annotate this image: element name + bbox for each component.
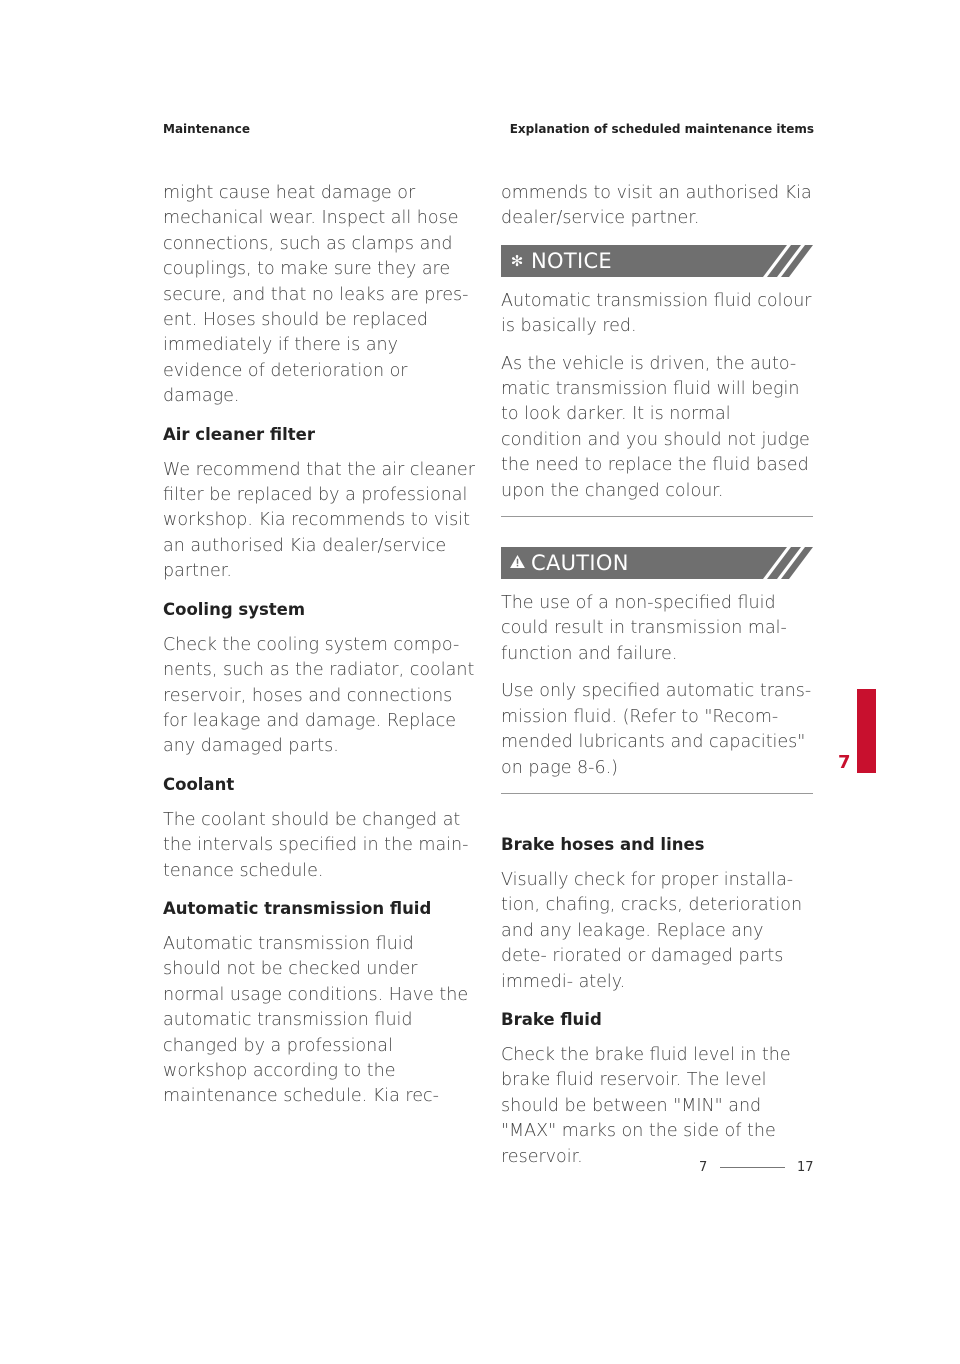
air-cleaner-heading: Air cleaner filter <box>163 424 315 444</box>
cooling-system-heading: Cooling system <box>163 599 306 619</box>
atf-text: Automatic transmission fluid should not be checked under normal usage conditions. Have the automatic transmission fluid changed by a professional workshop according to the maintenance schedule. Kia rec- <box>163 933 469 1107</box>
notice-bar <box>501 245 813 277</box>
slash-decoration-icon <box>757 547 813 579</box>
warning-triangle-icon <box>503 554 531 572</box>
footer-page-number: 17 <box>797 1160 814 1175</box>
notice-title: NOTICE <box>531 248 612 273</box>
brake-fluid-heading: Brake fluid <box>501 1009 602 1029</box>
footer-divider <box>720 1167 785 1168</box>
footer-chapter: 7 <box>699 1160 708 1175</box>
notice-divider <box>501 516 813 517</box>
hoses-paragraph-continued: might cause heat damage or mechanical wear. Inspect all hose connections, such as clamps and couplings, to make sure they are secure, and that no leaks are pres- ent. Hoses should be replaced immediately if there is any evidence of deterioration or damage. <box>163 183 469 407</box>
slash-decoration-icon <box>757 245 813 277</box>
coolant-heading: Coolant <box>163 774 235 794</box>
atf-heading: Automatic transmission fluid <box>163 898 432 918</box>
brake-hoses-text: Visually check for proper installa- tion, chafing, cracks, deterioration and any leakage. Replace any dete- riorated or damaged parts immedi- ately. <box>501 869 803 992</box>
atf-paragraph-continued: ommends to visit an authorised Kia dealer/service partner. <box>501 183 812 229</box>
caution-title: CAUTION <box>531 551 629 576</box>
caution-text-2: Use only specified automatic trans- mission fluid. (Refer to "Recom- mended lubricants and capacities" on page 8-6.) <box>501 681 812 778</box>
running-header-section: Maintenance <box>163 122 251 136</box>
running-header-topic: Explanation of scheduled maintenance items <box>509 122 814 136</box>
brake-hoses-heading: Brake hoses and lines <box>501 834 705 854</box>
caution-bar <box>501 547 813 579</box>
chapter-tab-number: 7 <box>838 752 851 773</box>
cooling-system-text: Check the cooling system compo- nents, such as the radiator, coolant reservoir, hoses and connections for leakage and damage. Replace any damaged parts. <box>163 634 475 757</box>
brake-fluid-text: Check the brake fluid level in the brake fluid reservoir. The level should be between "MIN" and "MAX" marks on the side of the reservoir. <box>501 1044 791 1167</box>
left-column <box>163 181 475 1122</box>
notice-text-2: As the vehicle is driven, the auto- matic transmission fluid will begin to look darker. It is normal condition and you should not judge the need to replace the fluid based upon the changed colour. <box>501 353 810 501</box>
chapter-tab <box>857 689 876 773</box>
air-cleaner-text: We recommend that the air cleaner filter be replaced by a professional workshop. Kia recommends to visit an authorised Kia dealer/service partner. <box>163 459 475 582</box>
caution-divider <box>501 793 813 794</box>
caution-text-1: The use of a non-specified fluid could result in transmission mal- function and failure. <box>501 593 787 664</box>
asterisk-icon: ✻ <box>510 251 524 270</box>
coolant-text: The coolant should be changed at the intervals specified in the main- tenance schedule. <box>163 809 469 881</box>
right-column <box>501 181 813 1182</box>
notice-text-1: Automatic transmission fluid colour is basically red. <box>501 290 812 337</box>
